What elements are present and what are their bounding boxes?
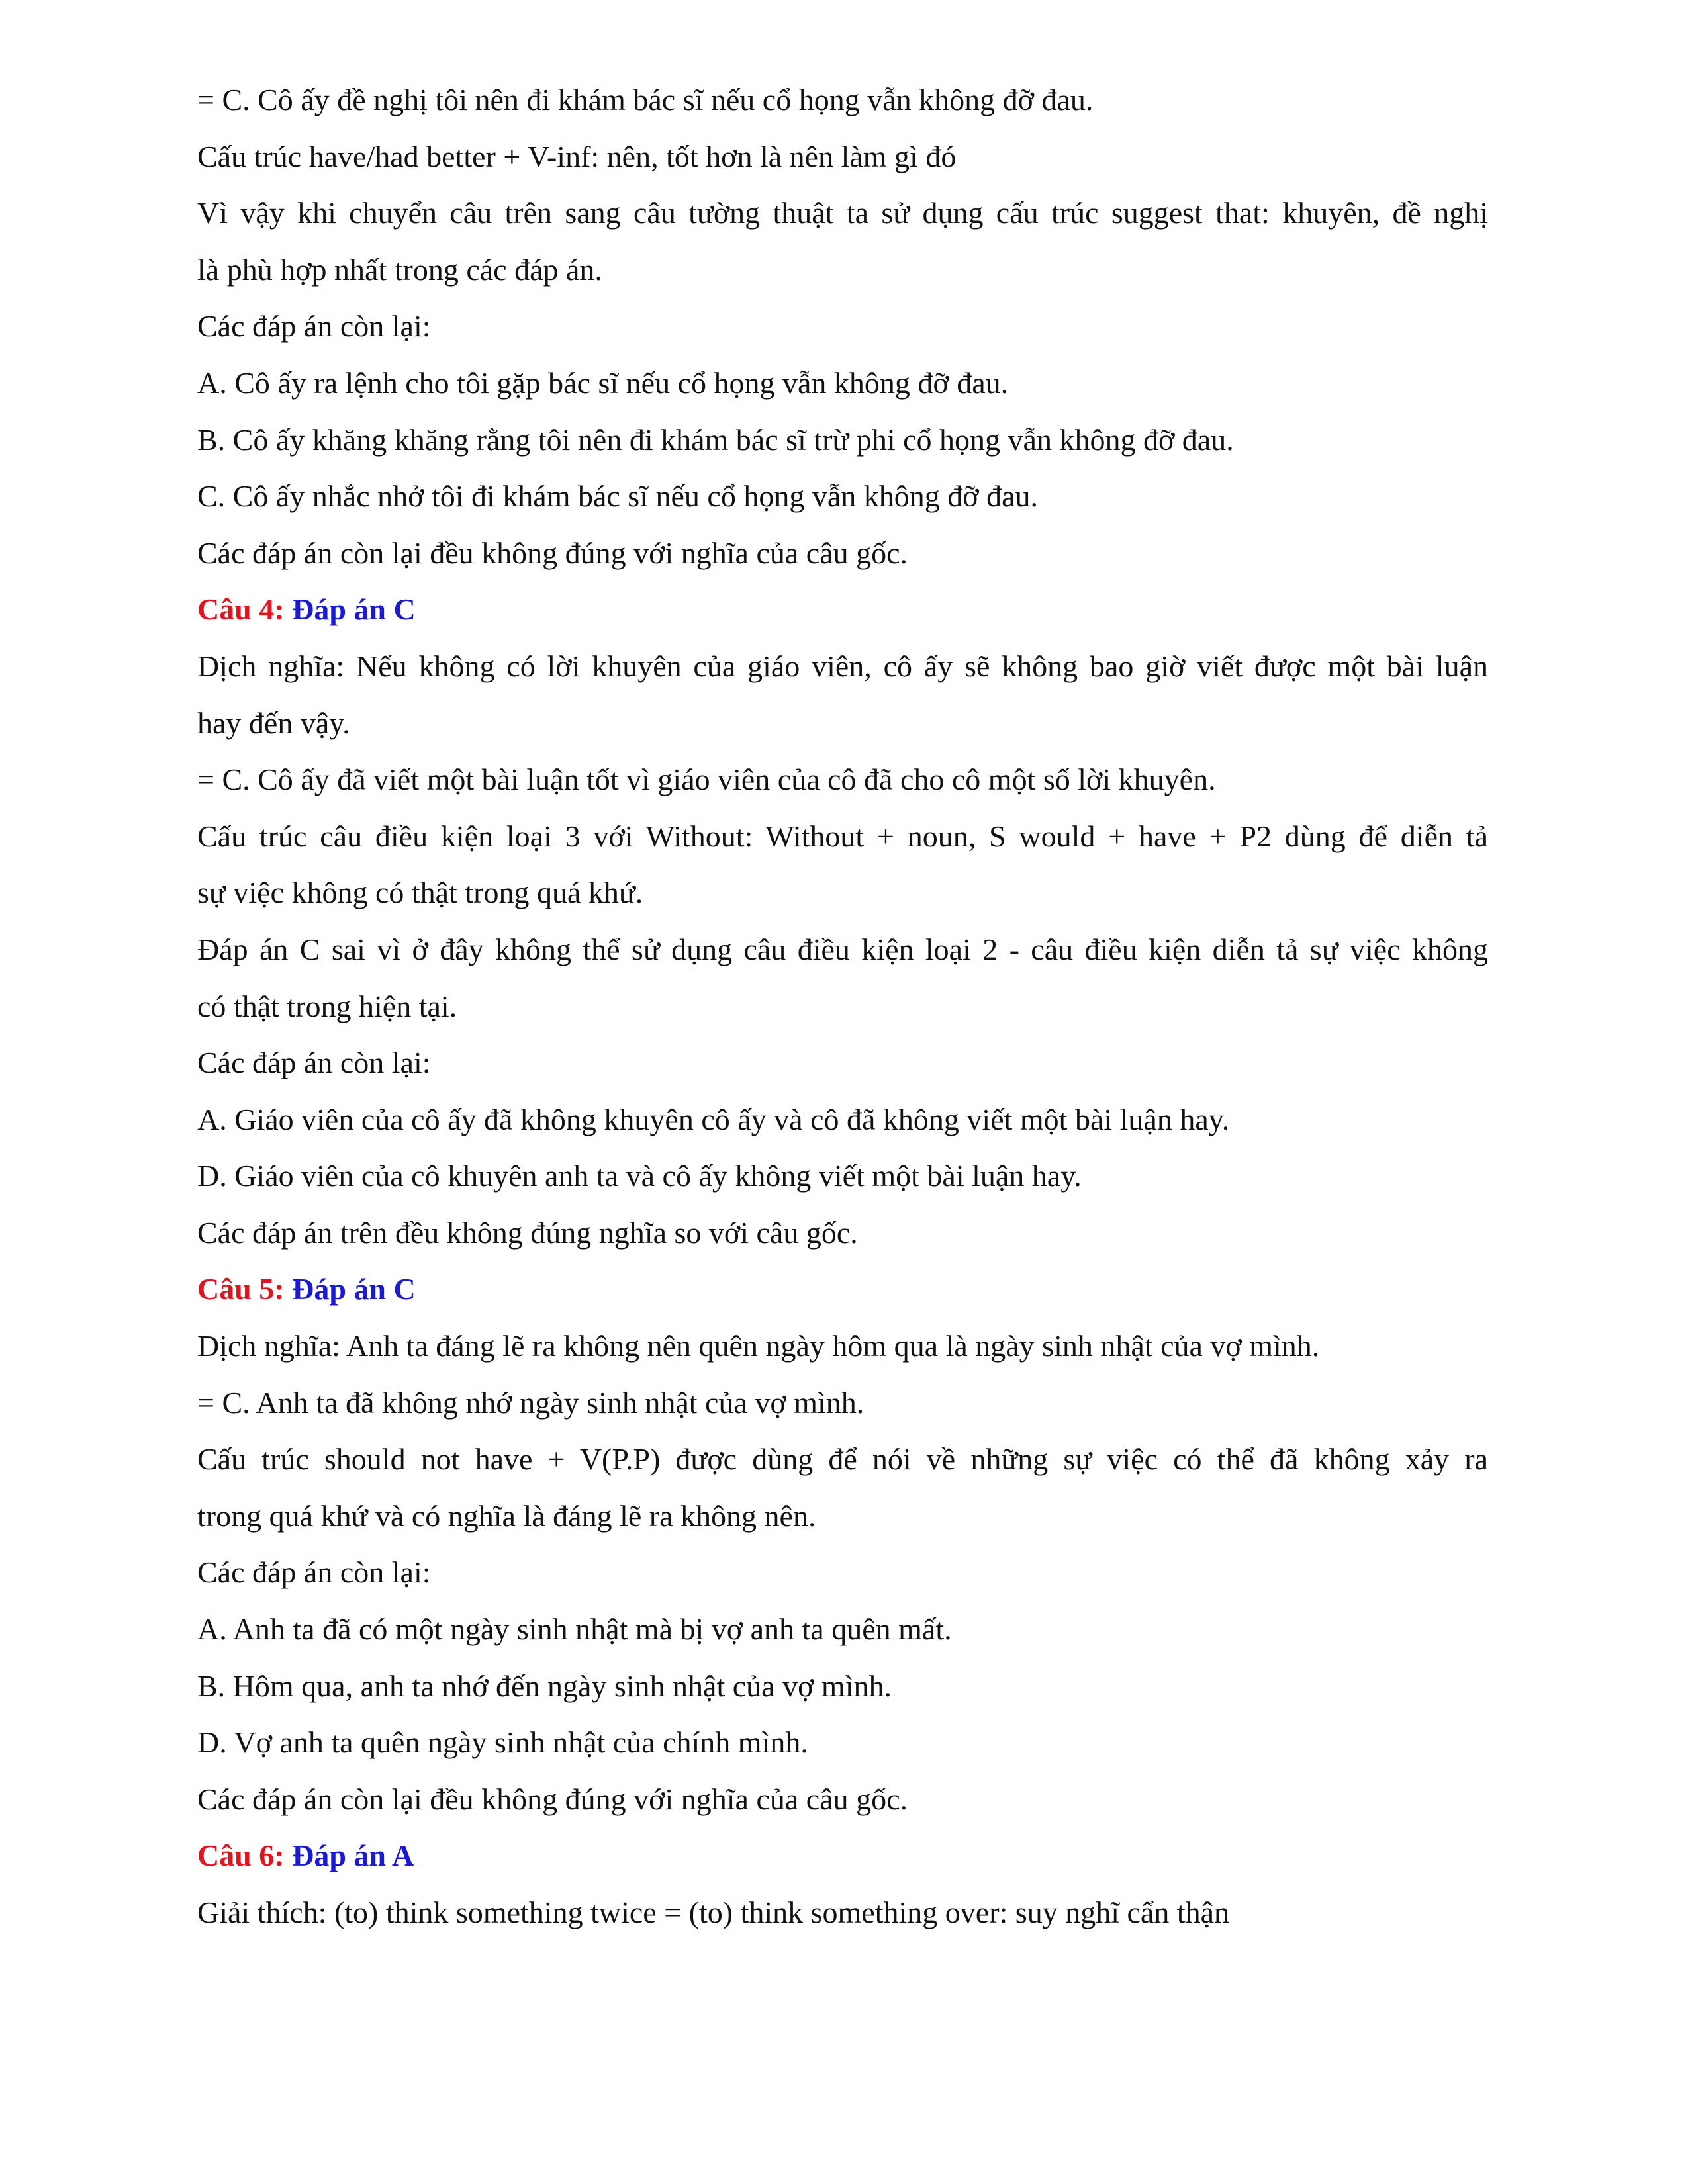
- paragraph-line: Các đáp án trên đều không đúng nghĩa so với câu gốc.: [197, 1215, 858, 1250]
- paragraph-line: B. Hôm qua, anh ta nhớ đến ngày sinh nhật của vợ mình.: [197, 1668, 892, 1703]
- paragraph-line: Giải thích: (to) think something twice = (to) think something over: suy nghĩ cẩn thận: [197, 1895, 1230, 1929]
- paragraph-line: Các đáp án còn lại đều không đúng với nghĩa của câu gốc.: [197, 535, 908, 570]
- paragraph-line: Vì vậy khi chuyển câu trên sang câu tường thuật ta sử dụng cấu trúc suggest that: khuyên, đề nghị: [197, 196, 1488, 230]
- question-label: Câu 4:: [197, 592, 285, 627]
- question-heading-6: [197, 1827, 1488, 1884]
- question-label: Câu 5:: [197, 1272, 285, 1306]
- paragraph-line: Các đáp án còn lại:: [197, 1046, 431, 1080]
- paragraph-line: = C. Anh ta đã không nhớ ngày sinh nhật của vợ mình.: [197, 1385, 865, 1420]
- paragraph-line: A. Cô ấy ra lệnh cho tôi gặp bác sĩ nếu cổ họng vẫn không đỡ đau.: [197, 365, 1009, 400]
- answer-label: Đáp án A: [292, 1839, 414, 1873]
- answer-label: Đáp án C: [292, 1272, 416, 1306]
- paragraph-line: Cấu trúc have/had better + V-inf: nên, tốt hơn là nên làm gì đó: [197, 139, 957, 173]
- paragraph-line: Cấu trúc câu điều kiện loại 3 với Without: Without + noun, S would + have + P2 dùng để diễn tả: [197, 819, 1488, 853]
- paragraph-line: Các đáp án còn lại:: [197, 1555, 431, 1590]
- paragraph-line: = C. Cô ấy đề nghị tôi nên đi khám bác sĩ nếu cổ họng vẫn không đỡ đau.: [197, 83, 1094, 116]
- document-page: [197, 71, 1488, 1941]
- paragraph-line: Các đáp án còn lại:: [197, 309, 431, 343]
- paragraph-line: là phù hợp nhất trong các đáp án.: [197, 252, 602, 287]
- question-heading-4: [197, 581, 1488, 638]
- question-label: Câu 6:: [197, 1839, 285, 1873]
- paragraph-line: A. Anh ta đã có một ngày sinh nhật mà bị vợ anh ta quên mất.: [197, 1612, 952, 1647]
- paragraph-line: Các đáp án còn lại đều không đúng với nghĩa của câu gốc.: [197, 1782, 908, 1816]
- paragraph-line: D. Giáo viên của cô khuyên anh ta và cô ấy không viết một bài luận hay.: [197, 1159, 1082, 1193]
- paragraph-line: A. Giáo viên của cô ấy đã không khuyên cô ấy và cô đã không viết một bài luận hay.: [197, 1102, 1230, 1136]
- paragraph-line: D. Vợ anh ta quên ngày sinh nhật của chính mình.: [197, 1725, 808, 1760]
- paragraph-line: B. Cô ấy khăng khăng rằng tôi nên đi khám bác sĩ trừ phi cổ họng vẫn không đỡ đau.: [197, 422, 1234, 457]
- paragraph-line: sự việc không có thật trong quá khứ.: [197, 876, 643, 910]
- question-heading-5: [197, 1261, 1488, 1318]
- paragraph-line: C. Cô ấy nhắc nhở tôi đi khám bác sĩ nếu cổ họng vẫn không đỡ đau.: [197, 479, 1038, 514]
- answer-label: Đáp án C: [292, 592, 416, 627]
- paragraph-line: trong quá khứ và có nghĩa là đáng lẽ ra không nên.: [197, 1498, 816, 1533]
- paragraph-line: Cấu trúc should not have + V(P.P) được dùng để nói về những sự việc có thể đã không xảy ra: [197, 1442, 1488, 1477]
- paragraph-line: Đáp án C sai vì ở đây không thể sử dụng câu điều kiện loại 2 - câu điều kiện diễn tả sự việc không: [197, 932, 1488, 966]
- paragraph-line: hay đến vậy.: [197, 705, 350, 740]
- paragraph-line: có thật trong hiện tại.: [197, 989, 457, 1023]
- paragraph-line: Dịch nghĩa: Anh ta đáng lẽ ra không nên quên ngày hôm qua là ngày sinh nhật của vợ mình.: [197, 1329, 1320, 1363]
- paragraph-line: = C. Cô ấy đã viết một bài luận tốt vì giáo viên của cô đã cho cô một số lời khuyên.: [197, 762, 1216, 797]
- paragraph-line: Dịch nghĩa: Nếu không có lời khuyên của giáo viên, cô ấy sẽ không bao giờ viết được một bài luận: [197, 649, 1488, 683]
